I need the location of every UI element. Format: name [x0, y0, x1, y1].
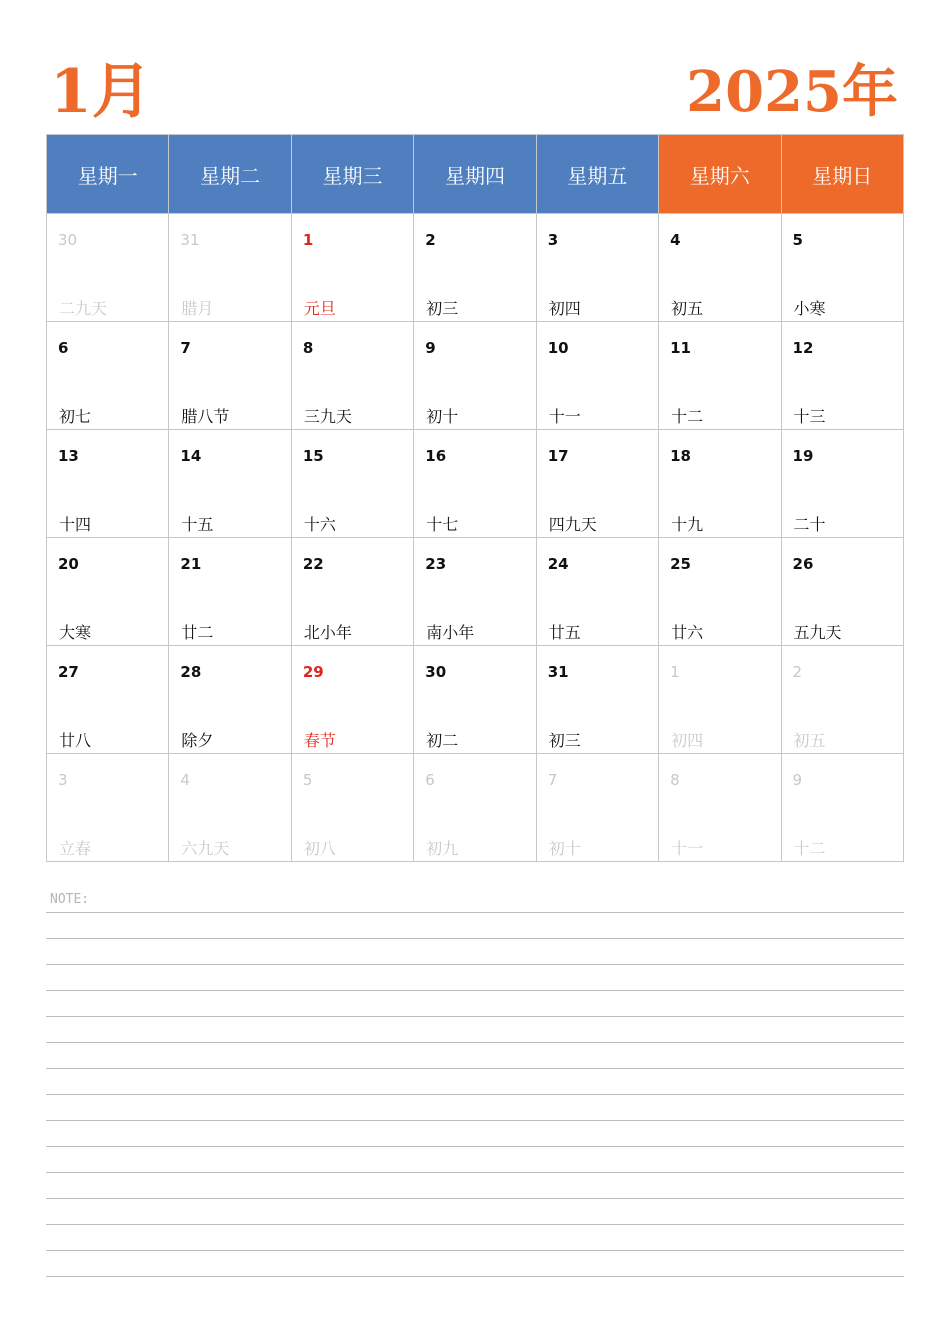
- lunar-label: 初五: [671, 299, 704, 318]
- week-row: [47, 538, 904, 646]
- day-number: 20: [58, 555, 79, 573]
- day-cell[interactable]: [781, 430, 903, 538]
- weekday-header: 星期四: [414, 135, 536, 214]
- day-number: 12: [792, 339, 814, 357]
- day-number: 4: [180, 771, 190, 789]
- day-cell[interactable]: [169, 538, 291, 646]
- day-number: 17: [547, 447, 569, 465]
- day-number: 7: [180, 339, 191, 357]
- weekday-header: 星期一: [47, 135, 169, 214]
- year-title: 2025年: [686, 59, 898, 125]
- lunar-label: 三九天: [303, 407, 352, 426]
- note-line[interactable]: [46, 964, 904, 965]
- calendar-grid: [46, 134, 904, 862]
- day-number: 24: [547, 555, 569, 573]
- lunar-label: 初四: [548, 299, 581, 318]
- day-cell[interactable]: [291, 214, 413, 322]
- day-cell[interactable]: [169, 754, 291, 862]
- day-number: 11: [670, 339, 691, 357]
- day-cell[interactable]: [47, 538, 169, 646]
- week-row: [47, 214, 904, 322]
- lunar-label: 六九天: [181, 839, 230, 858]
- day-cell[interactable]: [536, 646, 658, 754]
- note-line[interactable]: [46, 912, 904, 913]
- day-number: 31: [180, 231, 200, 249]
- day-number: 13: [58, 447, 79, 465]
- lunar-label: 十一: [548, 407, 581, 426]
- day-cell[interactable]: [536, 322, 658, 430]
- day-cell[interactable]: [291, 646, 413, 754]
- lunar-label: 初十: [548, 839, 581, 858]
- day-number: 16: [425, 447, 447, 465]
- week-row: [47, 430, 904, 538]
- day-cell[interactable]: [781, 214, 903, 322]
- day-number: 27: [58, 663, 79, 681]
- lunar-label: 初九: [426, 839, 459, 858]
- note-line[interactable]: [46, 1172, 904, 1173]
- day-number: 4: [670, 231, 681, 249]
- day-number: 5: [792, 231, 803, 249]
- lunar-label: 春节: [303, 731, 336, 750]
- day-number: 1: [302, 231, 314, 249]
- day-number: 6: [58, 339, 69, 357]
- day-cell[interactable]: [659, 214, 781, 322]
- day-cell[interactable]: [659, 646, 781, 754]
- lunar-label: 十九: [671, 515, 704, 534]
- day-cell[interactable]: [291, 754, 413, 862]
- note-line[interactable]: [46, 1224, 904, 1225]
- day-cell[interactable]: [659, 754, 781, 862]
- lunar-label: 初二: [426, 731, 459, 750]
- lunar-label: 廿五: [548, 623, 581, 642]
- weekday-header: 星期二: [169, 135, 291, 214]
- day-number: 28: [180, 663, 202, 681]
- day-number: 31: [547, 663, 569, 681]
- note-line[interactable]: [46, 990, 904, 991]
- lunar-label: 初七: [59, 407, 92, 426]
- day-cell[interactable]: [414, 322, 536, 430]
- lunar-label: 初三: [548, 731, 581, 750]
- lunar-label: 五九天: [793, 623, 842, 642]
- day-number: 3: [58, 771, 68, 789]
- weekday-header: 星期三: [291, 135, 413, 214]
- note-line[interactable]: [46, 1042, 904, 1043]
- lunar-label: 初五: [793, 731, 826, 750]
- day-cell[interactable]: [169, 322, 291, 430]
- day-cell[interactable]: [659, 430, 781, 538]
- lunar-label: 二九天: [59, 299, 108, 318]
- week-row: [47, 754, 904, 862]
- lunar-label: 小寒: [793, 299, 826, 318]
- lunar-label: 南小年: [426, 623, 475, 642]
- day-cell[interactable]: [536, 754, 658, 862]
- lunar-label: 腊月: [181, 299, 214, 318]
- lunar-label: 十一: [671, 839, 704, 858]
- day-cell[interactable]: [47, 322, 169, 430]
- note-line[interactable]: [46, 1198, 904, 1199]
- lunar-label: 廿八: [59, 731, 92, 750]
- day-cell[interactable]: [781, 538, 903, 646]
- day-cell[interactable]: [169, 214, 291, 322]
- day-number: 3: [547, 231, 559, 249]
- lunar-label: 元旦: [303, 299, 336, 318]
- week-row: [47, 322, 904, 430]
- day-cell[interactable]: [536, 538, 658, 646]
- day-cell[interactable]: [536, 214, 658, 322]
- day-cell[interactable]: [414, 646, 536, 754]
- lunar-label: 除夕: [181, 731, 214, 750]
- day-cell[interactable]: [414, 754, 536, 862]
- lunar-label: 十七: [426, 515, 459, 534]
- day-number: 25: [670, 555, 691, 573]
- weekday-header-weekend: 星期日: [781, 135, 903, 214]
- lunar-label: 二十: [793, 515, 826, 534]
- day-number: 5: [302, 771, 313, 789]
- lunar-label: 四九天: [548, 515, 597, 534]
- month-title: 1月: [50, 57, 152, 127]
- day-number: 2: [425, 231, 436, 249]
- lunar-label: 腊八节: [181, 407, 230, 426]
- day-cell[interactable]: [781, 646, 903, 754]
- note-line[interactable]: [46, 1276, 904, 1277]
- day-number: 15: [302, 447, 324, 465]
- day-cell[interactable]: [291, 538, 413, 646]
- day-number: 23: [425, 555, 447, 573]
- note-line[interactable]: [46, 1250, 904, 1251]
- day-cell[interactable]: [414, 538, 536, 646]
- day-number: 18: [670, 447, 691, 465]
- day-cell[interactable]: [169, 646, 291, 754]
- lunar-label: 十二: [793, 839, 826, 858]
- day-cell[interactable]: [169, 430, 291, 538]
- note-line[interactable]: [46, 1120, 904, 1121]
- day-number: 14: [180, 447, 202, 465]
- day-cell[interactable]: [291, 430, 413, 538]
- day-cell[interactable]: [414, 214, 536, 322]
- lunar-label: 十五: [181, 515, 214, 534]
- note-line[interactable]: [46, 1094, 904, 1095]
- day-cell[interactable]: [781, 754, 903, 862]
- weekday-header: 星期五: [536, 135, 658, 214]
- day-number: 9: [792, 771, 803, 789]
- day-number: 9: [425, 339, 436, 357]
- day-number: 2: [792, 663, 803, 681]
- weekday-header-weekend: 星期六: [659, 135, 781, 214]
- day-number: 22: [302, 555, 324, 573]
- day-cell[interactable]: [659, 538, 781, 646]
- lunar-label: 十二: [671, 407, 704, 426]
- day-number: 8: [302, 339, 314, 357]
- note-line[interactable]: [46, 1068, 904, 1069]
- day-number: 1: [670, 663, 680, 681]
- day-cell[interactable]: [47, 214, 169, 322]
- lunar-label: 廿二: [181, 623, 214, 642]
- day-cell[interactable]: [47, 646, 169, 754]
- day-cell[interactable]: [47, 430, 169, 538]
- lunar-label: 初十: [426, 407, 459, 426]
- lunar-label: 初八: [303, 839, 336, 858]
- day-number: 8: [670, 771, 680, 789]
- calendar-body: [47, 214, 904, 862]
- note-line[interactable]: [46, 938, 904, 939]
- note-line[interactable]: [46, 1016, 904, 1017]
- lunar-label: 立春: [59, 839, 92, 858]
- day-number: 6: [425, 771, 435, 789]
- lunar-label: 廿六: [671, 623, 704, 642]
- lunar-label: 十六: [303, 515, 336, 534]
- lunar-label: 大寒: [59, 623, 92, 642]
- day-number: 30: [58, 231, 78, 249]
- day-number: 19: [792, 447, 814, 465]
- day-cell[interactable]: [291, 322, 413, 430]
- day-number: 10: [547, 339, 569, 357]
- day-number: 26: [792, 555, 814, 573]
- day-cell[interactable]: [659, 322, 781, 430]
- day-number: 7: [547, 771, 558, 789]
- lunar-label: 初三: [426, 299, 459, 318]
- week-row: [47, 646, 904, 754]
- day-number: 30: [425, 663, 447, 681]
- day-cell[interactable]: [781, 322, 903, 430]
- note-line[interactable]: [46, 1146, 904, 1147]
- lunar-label: 初四: [671, 731, 704, 750]
- lunar-label: 十三: [793, 407, 826, 426]
- lunar-label: 十四: [59, 515, 92, 534]
- day-cell[interactable]: [47, 754, 169, 862]
- day-number: 29: [302, 663, 324, 681]
- day-number: 21: [180, 555, 202, 573]
- note-label: NOTE:: [50, 892, 90, 907]
- lunar-label: 北小年: [303, 623, 352, 642]
- weekday-header-row: [47, 135, 904, 214]
- day-cell[interactable]: [536, 430, 658, 538]
- day-cell[interactable]: [414, 430, 536, 538]
